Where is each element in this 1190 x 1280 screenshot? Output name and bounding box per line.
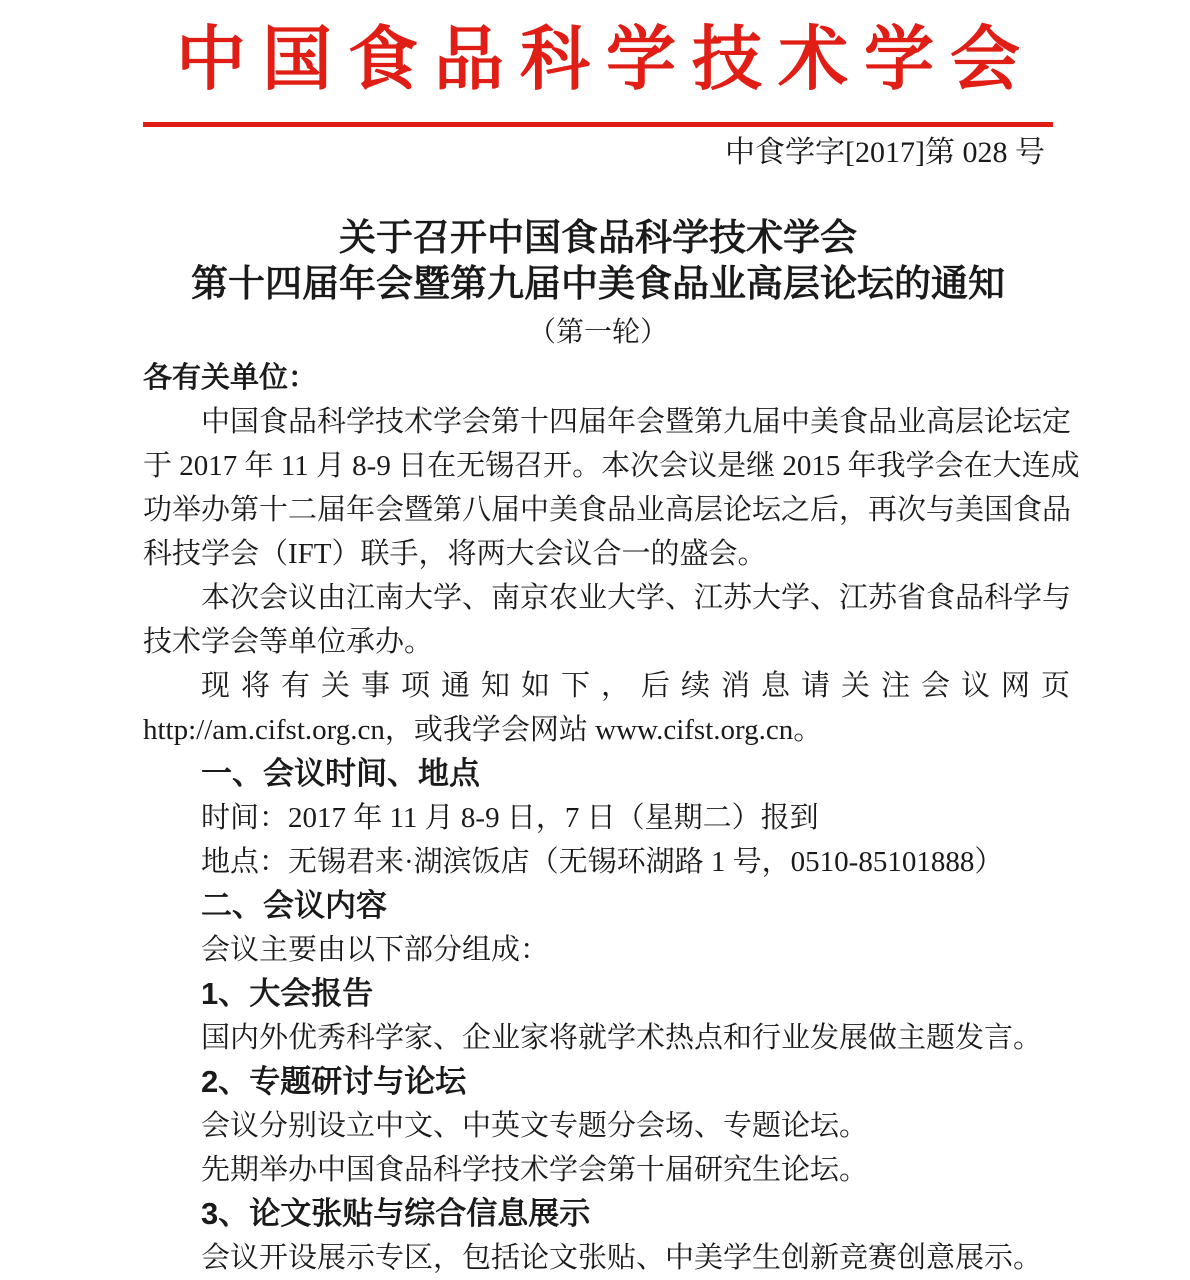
document-title-line2: 第十四届年会暨第九届中美食品业高层论坛的通知 bbox=[191, 263, 1005, 304]
section-1-heading: 一、会议时间、地点 bbox=[201, 756, 480, 791]
item-1-heading: 1、大会报告 bbox=[201, 976, 374, 1011]
conference-urls-line: http://am.cifst.org.cn，或我学会网站 www.cifst.org.cn。 bbox=[143, 714, 823, 746]
paragraph-line: 中国食品科学技术学会第十四届年会暨第九届中美食品业高层论坛定 bbox=[201, 406, 1072, 438]
paragraph-line: 于 2017 年 11 月 8-9 日在无锡召开。本次会议是继 2015 年我学会在大连成 bbox=[143, 450, 1080, 482]
salutation: 各有关单位： bbox=[143, 362, 318, 394]
paragraph-line: 会议分别设立中文、中英文专题分会场、专题论坛。 bbox=[201, 1110, 869, 1142]
section-2-heading: 二、会议内容 bbox=[201, 888, 387, 923]
item-3-heading: 3、论文张贴与综合信息展示 bbox=[201, 1196, 591, 1231]
paragraph-line: 功举办第十二届年会暨第八届中美食品业高层论坛之后，再次与美国食品 bbox=[143, 494, 1072, 526]
document-round-label: （第一轮） bbox=[527, 317, 668, 348]
document-body bbox=[143, 356, 1082, 1280]
paragraph-line: 会议主要由以下部分组成： bbox=[201, 934, 550, 966]
meeting-time-line: 时间：2017 年 11 月 8-9 日，7 日（星期二）报到 bbox=[201, 802, 819, 834]
item-2-heading: 2、专题研讨与论坛 bbox=[201, 1064, 467, 1099]
letterhead-org-name: 中国食品科学技术学会 bbox=[176, 20, 1036, 98]
document-content bbox=[143, 20, 1082, 1280]
paragraph-line: 会议开设展示专区，包括论文张贴、中美学生创新竞赛创意展示。 bbox=[201, 1242, 1043, 1274]
paragraph-line: 现将有关事项通知如下，后续消息请关注会议网页 bbox=[201, 670, 1082, 702]
meeting-place-line: 地点：无锡君来·湖滨饭店（无锡环湖路 1 号，0510-85101888） bbox=[201, 846, 1004, 878]
paragraph-line: 技术学会等单位承办。 bbox=[143, 626, 434, 658]
document-reference-number: 中食学字[2017]第 028 号 bbox=[725, 136, 1045, 169]
paragraph-line: 先期举办中国食品科学技术学会第十届研究生论坛。 bbox=[201, 1154, 869, 1186]
paragraph-line: 科技学会（IFT）联手，将两大会议合一的盛会。 bbox=[143, 538, 767, 570]
document-title-line1: 关于召开中国食品科学技术学会 bbox=[339, 217, 857, 258]
paragraph-line: 国内外优秀科学家、企业家将就学术热点和行业发展做主题发言。 bbox=[201, 1022, 1043, 1054]
letterhead-divider-line bbox=[143, 122, 1053, 127]
paragraph-line: 本次会议由江南大学、南京农业大学、江苏大学、江苏省食品科学与 bbox=[201, 582, 1072, 614]
